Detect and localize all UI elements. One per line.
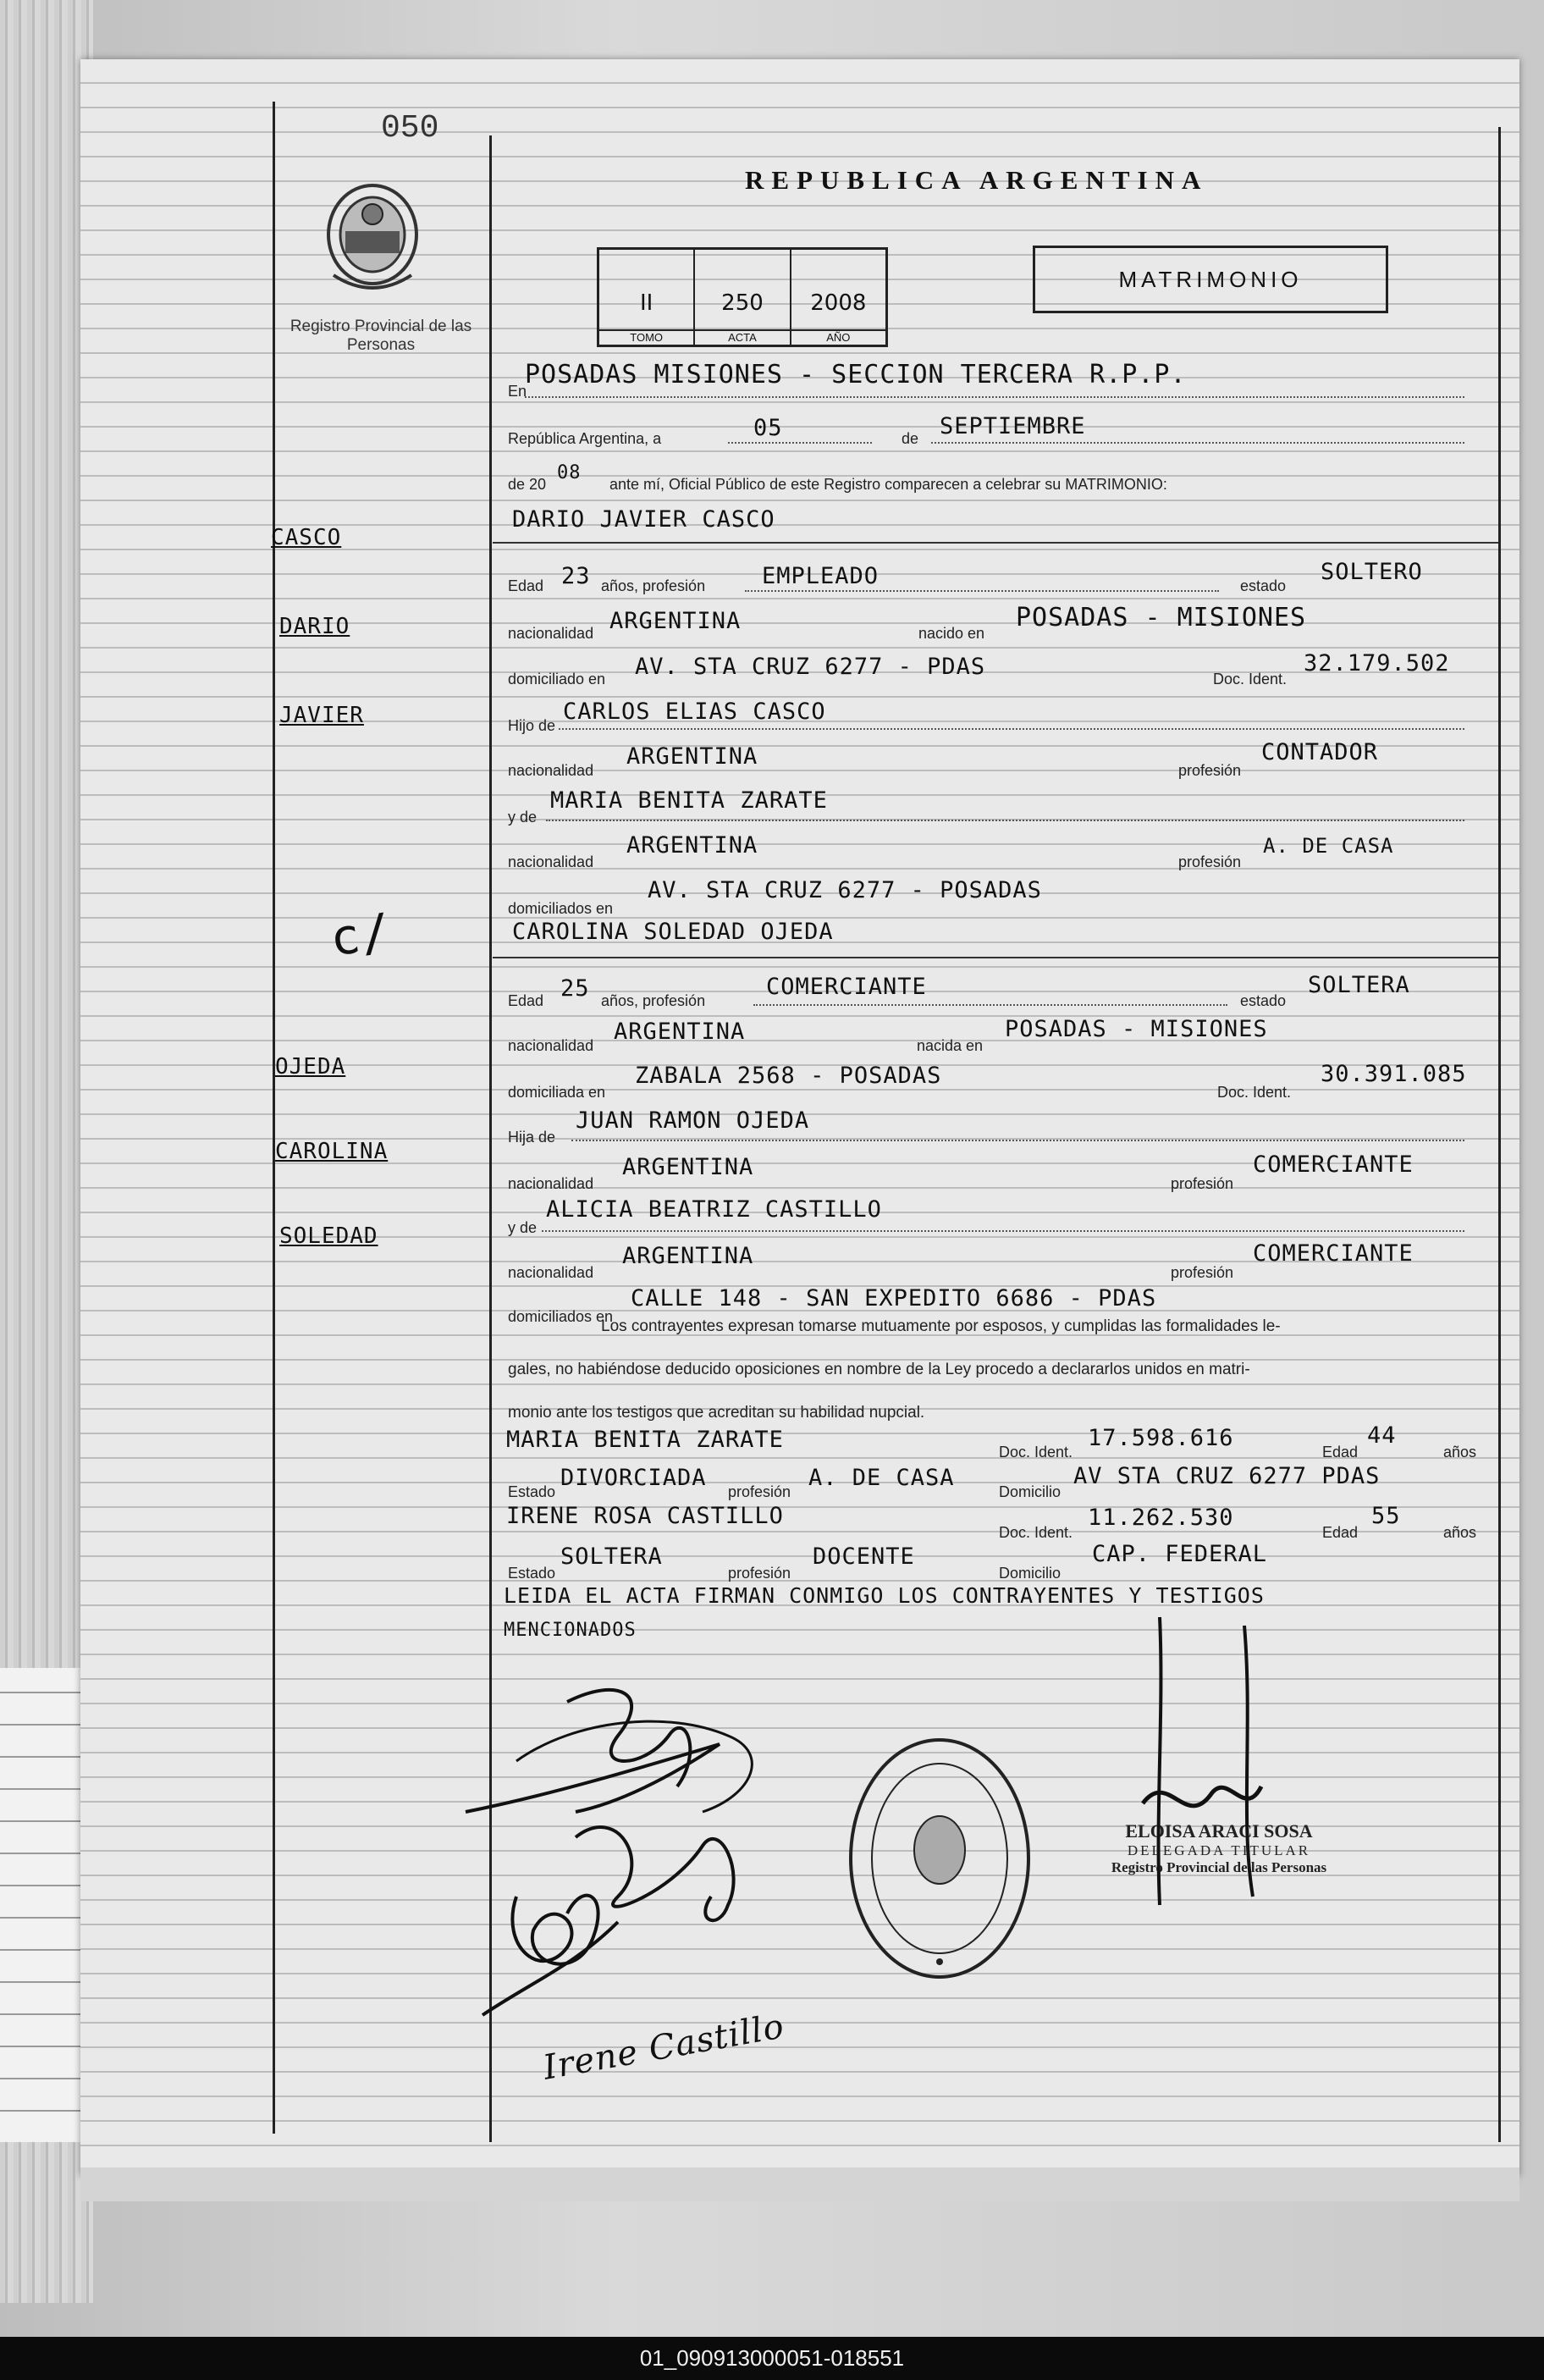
witness2-profesion: DOCENTE	[813, 1543, 915, 1570]
coat-of-arms-icon	[322, 182, 423, 301]
page-bottom-edge	[80, 2167, 1519, 2201]
place-value: POSADAS MISIONES - SECCION TERCERA R.P.P.	[525, 360, 1187, 389]
groom-father: CARLOS ELIAS CASCO	[563, 699, 826, 725]
registrar-name: ELOISA ARACI SOSA	[1125, 1820, 1313, 1842]
bride-doc-label: Doc. Ident.	[1217, 1084, 1292, 1101]
groom-mother-line	[546, 820, 1464, 821]
groom-mother-prof: A. DE CASA	[1263, 834, 1394, 858]
groom-estado: SOLTERO	[1321, 559, 1423, 585]
margin-bride-surname: OJEDA	[275, 1054, 346, 1080]
republica-label: República Argentina, a	[508, 430, 662, 447]
witness2-anos-label: años	[1443, 1524, 1477, 1541]
bride-nacionalidad: ARGENTINA	[614, 1019, 746, 1045]
groom-father-label: Hijo de	[508, 717, 556, 734]
bride-name: CAROLINA SOLEDAD OJEDA	[512, 919, 834, 945]
bride-profesion: COMERCIANTE	[766, 974, 927, 1000]
witness2-prof-label: profesión	[728, 1565, 791, 1582]
bride-name-rule	[493, 957, 1498, 958]
place-line	[525, 396, 1464, 398]
witness1-doc: 17.598.616	[1088, 1425, 1234, 1451]
month-value: SEPTIEMBRE	[940, 413, 1086, 439]
witness2-estado: SOLTERA	[560, 1543, 663, 1570]
witness1-domicilio: AV STA CRUZ 6277 PDAS	[1073, 1463, 1381, 1489]
groom-edad-label: Edad	[508, 577, 544, 594]
signature-registrar-icon	[1126, 1609, 1312, 1913]
bride-edad-label: Edad	[508, 992, 544, 1009]
year-suffix: 08	[557, 462, 582, 483]
statement-text: ante mí, Oficial Público de este Registro comparecen a celebrar su MATRIMONIO:	[609, 476, 1167, 493]
groom-padres-dom: AV. STA CRUZ 6277 - POSADAS	[648, 877, 1042, 903]
de-label: de	[902, 430, 919, 447]
witness1-prof-label: profesión	[728, 1483, 791, 1500]
bride-fprof-label: profesión	[1171, 1175, 1234, 1192]
witness1-estado: DIVORCIADA	[560, 1465, 707, 1491]
bride-edad: 25	[560, 975, 590, 1002]
margin-connector: c/	[326, 902, 395, 968]
declaration-line-3: monio ante los testigos que acreditan su habilidad nupcial.	[508, 1404, 925, 1422]
groom-father-prof: CONTADOR	[1261, 739, 1379, 765]
tomo-cell	[599, 250, 695, 345]
margin-groom-first: DARIO	[279, 614, 350, 639]
bride-pdom-label: domiciliados en	[508, 1308, 614, 1325]
witness1-dom-label: Domicilio	[999, 1483, 1062, 1500]
groom-nacido-label: nacido en	[918, 625, 985, 642]
bride-nac-label: nacionalidad	[508, 1037, 594, 1054]
witness1-anos-label: años	[1443, 1444, 1477, 1461]
witness1-name: MARIA BENITA ZARATE	[506, 1427, 784, 1453]
closing-line-2: MENCIONADOS	[504, 1620, 637, 1641]
bride-padres-dom: CALLE 148 - SAN EXPEDITO 6686 - PDAS	[631, 1285, 1157, 1311]
groom-father-nac: ARGENTINA	[626, 743, 758, 770]
bride-dom-label: domiciliada en	[508, 1084, 606, 1101]
right-margin-rule	[1498, 127, 1501, 2142]
day-value: 05	[753, 415, 783, 441]
closing-line-1: LEIDA EL ACTA FIRMAN CONMIGO LOS CONTRAYENTES Y TESTIGOS	[504, 1583, 1265, 1608]
groom-name-rule	[493, 542, 1498, 544]
bride-nacida: POSADAS - MISIONES	[1005, 1016, 1268, 1042]
margin-groom-surname: CASCO	[271, 525, 342, 550]
witness-signature: Irene Castillo	[540, 2007, 788, 2088]
bride-nacida-label: nacida en	[917, 1037, 984, 1054]
ano-label: AÑO	[791, 329, 885, 345]
en-label: En	[508, 383, 527, 400]
acta-cell	[695, 250, 791, 345]
groom-profesion: EMPLEADO	[762, 563, 880, 589]
groom-father-line	[559, 728, 1464, 730]
ano-value: 2008	[810, 290, 867, 316]
folio-number: 050	[381, 110, 439, 146]
bride-mother-line	[542, 1230, 1464, 1232]
witness2-domicilio: CAP. FEDERAL	[1092, 1541, 1268, 1567]
witness1-doc-label: Doc. Ident.	[999, 1444, 1073, 1461]
left-margin-rule	[273, 102, 275, 2134]
groom-nacionalidad: ARGENTINA	[609, 608, 742, 634]
groom-domicilio: AV. STA CRUZ 6277 - PDAS	[635, 654, 986, 680]
bride-father-line	[571, 1140, 1464, 1141]
acta-value: 250	[721, 290, 764, 316]
official-seal-icon	[846, 1731, 1033, 1985]
declaration-line-2: gales, no habiéndose deducido oposiciones en nombre de la Ley procedo a declararlos unidos en matri-	[508, 1361, 1250, 1378]
acta-label: ACTA	[695, 329, 789, 345]
act-type-box: MATRIMONIO	[1033, 246, 1388, 313]
bride-doc: 30.391.085	[1321, 1061, 1467, 1087]
groom-mprof-label: profesión	[1178, 853, 1242, 870]
groom-name: DARIO JAVIER CASCO	[512, 506, 775, 533]
groom-mother: MARIA BENITA ZARATE	[550, 787, 828, 814]
bride-mother: ALICIA BEATRIZ CASTILLO	[546, 1196, 882, 1223]
declaration-line-1: Los contrayentes expresan tomarse mutuamente por esposos, y cumplidas las formalidades le-	[601, 1317, 1281, 1335]
groom-doc: 32.179.502	[1304, 650, 1450, 676]
margin-groom-middle: JAVIER	[279, 703, 364, 728]
bride-mother-nac: ARGENTINA	[622, 1243, 754, 1269]
bride-father-nac: ARGENTINA	[622, 1154, 754, 1180]
witness1-edad-label: Edad	[1322, 1444, 1359, 1461]
bride-domicilio: ZABALA 2568 - POSADAS	[635, 1063, 942, 1089]
bride-estado-label: estado	[1240, 992, 1287, 1009]
witness2-edad: 55	[1371, 1503, 1401, 1529]
bride-mprof-label: profesión	[1171, 1264, 1234, 1281]
witness2-dom-label: Domicilio	[999, 1565, 1062, 1582]
groom-dom-label: domiciliado en	[508, 671, 606, 687]
bride-father: JUAN RAMON OJEDA	[576, 1107, 810, 1134]
groom-fnac-label: nacionalidad	[508, 762, 594, 779]
bride-mnac-label: nacionalidad	[508, 1264, 594, 1281]
groom-nacido: POSADAS - MISIONES	[1016, 603, 1307, 632]
tomo-value: II	[639, 290, 653, 316]
bride-estado: SOLTERA	[1308, 972, 1410, 998]
groom-anos-label: años, profesión	[601, 577, 706, 594]
witness2-doc-label: Doc. Ident.	[999, 1524, 1073, 1541]
bride-mother-label: y de	[508, 1219, 538, 1236]
witness2-estado-label: Estado	[508, 1565, 556, 1582]
groom-profesion-line	[745, 590, 1219, 592]
margin-bride-first: CAROLINA	[275, 1139, 389, 1164]
registry-name: Registro Provincial de las Personas	[290, 318, 472, 354]
witness1-estado-label: Estado	[508, 1483, 556, 1500]
groom-mnac-label: nacionalidad	[508, 853, 594, 870]
witness2-name: IRENE ROSA CASTILLO	[506, 1503, 784, 1529]
signature-contrayentes-icon	[449, 1643, 889, 2083]
witness1-profesion: A. DE CASA	[808, 1465, 955, 1491]
groom-nac-label: nacionalidad	[508, 625, 594, 642]
bride-fnac-label: nacionalidad	[508, 1175, 594, 1192]
witness2-doc: 11.262.530	[1088, 1505, 1234, 1531]
underlying-pages	[0, 1668, 91, 2142]
witness2-edad-label: Edad	[1322, 1524, 1359, 1541]
groom-fprof-label: profesión	[1178, 762, 1242, 779]
witness1-edad: 44	[1367, 1422, 1397, 1449]
year-prefix: de 20	[508, 476, 547, 493]
groom-doc-label: Doc. Ident.	[1213, 671, 1288, 687]
groom-estado-label: estado	[1240, 577, 1287, 594]
image-caption: 01_090913000051-018551	[639, 2345, 905, 2371]
groom-pdom-label: domiciliados en	[508, 900, 614, 917]
country-title: REPUBLICA ARGENTINA	[745, 165, 1209, 195]
ano-cell	[791, 250, 885, 345]
tomo-label: TOMO	[599, 329, 693, 345]
bride-father-prof: COMERCIANTE	[1253, 1151, 1414, 1178]
margin-bride-middle: SOLEDAD	[279, 1223, 378, 1249]
groom-mother-label: y de	[508, 809, 538, 826]
bride-anos-label: años, profesión	[601, 992, 706, 1009]
registrar-office: Registro Provincial de las Personas	[1111, 1859, 1327, 1875]
groom-edad: 23	[561, 563, 591, 589]
groom-mother-nac: ARGENTINA	[626, 832, 758, 859]
tomo-acta-ano-box	[597, 247, 888, 347]
registrar-role: DELEGADA TITULAR	[1127, 1842, 1311, 1858]
day-line	[728, 442, 872, 444]
bride-mother-prof: COMERCIANTE	[1253, 1240, 1414, 1267]
bride-profesion-line	[753, 1004, 1227, 1006]
bride-father-label: Hija de	[508, 1129, 556, 1146]
month-line	[931, 442, 1464, 444]
